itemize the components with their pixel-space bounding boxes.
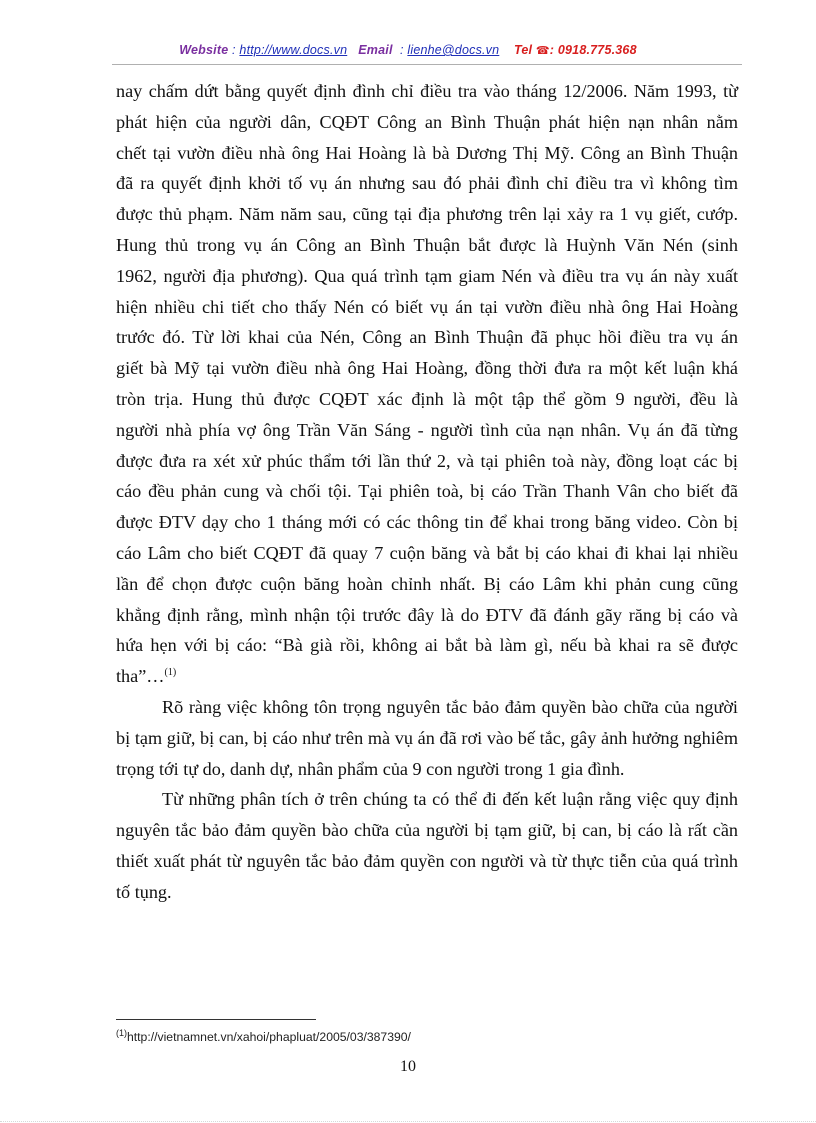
page-bottom-border: [0, 1121, 816, 1122]
paragraph-3: Từ những phân tích ở trên chúng ta có thể đi đến kết luận rằng việc quy định nguyên tắc bảo đảm quyền bào chữa của người bị tạm giữ, bị can, bị cáo là rất cần thiết xuất phát từ nguyên tắc bảo đảm quyền con người và từ thực tiễn của quá trình tố tụng.: [116, 789, 738, 902]
tel-colon: :: [549, 43, 555, 57]
body-line: nay chấm dứt bằng quyết định đình chỉ điều tra vào tháng 12/2006. Năm 1993, từ: [116, 81, 738, 101]
body-line: 1962, người địa phương). Qua quá trình tạm giam Nén và điều tra vụ án này xuất: [116, 265, 738, 286]
email-colon: :: [399, 43, 404, 57]
footnote-marker: (1): [116, 1027, 127, 1038]
body-line-text: tha”…: [116, 666, 165, 687]
page-number: 10: [400, 1058, 416, 1075]
footnote-divider: [116, 1019, 316, 1020]
body-line: phát hiện của người dân, CQĐT Công an Bình Thuận phát hiện nạn nhân nằm: [116, 111, 738, 132]
website-link[interactable]: http://www.docs.vn: [239, 43, 348, 57]
website-colon: :: [232, 43, 236, 57]
body-line: khẳng định rằng, mình nhận tội trước đây là do ĐTV đã đánh gãy răng bị cáo và: [116, 604, 738, 625]
phone-icon: ☎: [535, 45, 550, 57]
body-line: cáo Lâm cho biết CQĐT đã quay 7 cuộn băng và bắt bị cáo khai đi khai lại nhiều: [116, 542, 738, 563]
body-line: trước đó. Từ lời khai của Nén, Công an Bình Thuận đã phục hồi điều tra vụ án: [116, 327, 738, 348]
body-line: lần để chọn được cuộn băng hoàn chỉnh nhất. Bị cáo Lâm khi phản cung cũng: [116, 573, 738, 594]
body-line: được thủ phạm. Năm năm sau, cũng tại địa phương trên lại xảy ra 1 vụ giết, cướp.: [116, 204, 738, 225]
paragraph-2: Rõ ràng việc không tôn trọng nguyên tắc bảo đảm quyền bào chữa của người bị tạm giữ, bị can, bị cáo như trên mà vụ án đã rơi vào bế tắc, gây ảnh hưởng nghiêm trọng tới tự do, danh dự, nhân phẩm của 9 con người trong 1 gia đình.: [116, 696, 738, 779]
footnote-reference[interactable]: (1): [164, 667, 177, 679]
body-line: Hung thủ trong vụ án Công an Bình Thuận bắt được là Huỳnh Văn Nén (sinh: [116, 234, 738, 255]
body-line: giết bà Mỹ tại vườn điều nhà ông Hai Hoàng, đồng thời đưa ra một kết luận khá: [116, 358, 738, 379]
phone-number: 0918.775.368: [557, 43, 637, 57]
body-line: người nhà phía vợ ông Trần Văn Sáng - người tình của nạn nhân. Vụ án đã từng: [116, 419, 738, 440]
email-link[interactable]: lienhe@docs.vn: [407, 43, 500, 57]
body-line: hứa hẹn với bị cáo: “Bà già rồi, không ai bắt bà làm gì, nếu bà khai ra sẽ được: [116, 635, 738, 656]
footnote: [116, 1027, 411, 1044]
body-line-last: [116, 661, 738, 692]
footnote-text[interactable]: http://vietnamnet.vn/xahoi/phapluat/2005/03/387390/: [127, 1030, 411, 1044]
email-label: Email: [358, 43, 393, 57]
body-line: đã ra quyết định khởi tố vụ án nhưng sau đó phải đình chỉ điều tra vì không tìm: [116, 173, 738, 194]
body-line: hiện nhiều chi tiết cho thấy Nén có biết vụ án tại vườn điều nhà ông Hai Hoàng: [116, 296, 738, 317]
page-header: [0, 43, 816, 57]
body-line: được ĐTV dạy cho 1 tháng mới có các thông tin để khai trong băng video. Còn bị: [116, 512, 738, 533]
body-line: tròn trịa. Hung thủ được CQĐT xác định là một tập thể gồm 9 người, đều là: [116, 388, 738, 409]
body-line: cáo đều phản cung và chối tội. Tại phiên toà, bị cáo Trần Thanh Vân cho biết đã: [116, 481, 738, 502]
tel-label: Tel: [514, 43, 533, 57]
header-divider: [112, 64, 742, 65]
website-label: Website: [179, 43, 229, 57]
document-body: [116, 76, 738, 908]
body-line: chết tại vườn điều nhà ông Hai Hoàng là bà Dương Thị Mỹ. Công an Bình Thuận: [116, 142, 738, 163]
body-line: được đưa ra xét xử phúc thẩm tới lần thứ 2, và tại phiên toà này, đồng loạt các bị: [116, 450, 738, 471]
